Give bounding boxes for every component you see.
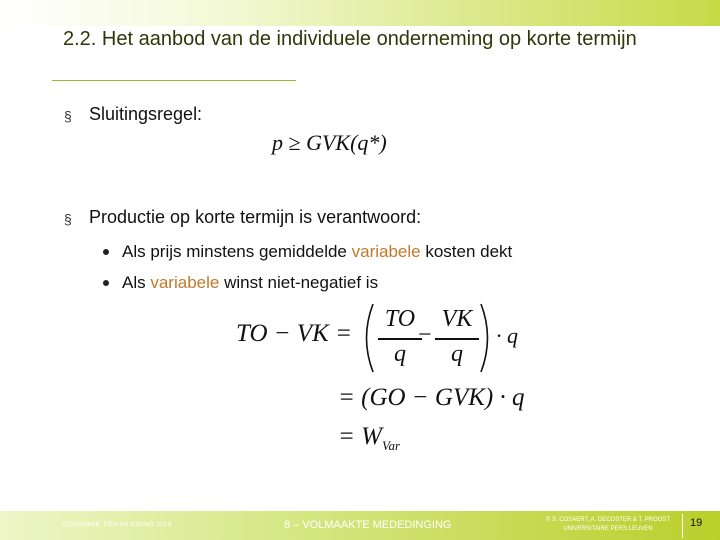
highlight-word: variabele	[351, 242, 421, 261]
frac2-num: VK	[441, 306, 473, 332]
formula-lhs: TO − VK =	[236, 320, 352, 347]
formula-arg: (q*)	[350, 130, 387, 155]
formula-line3	[338, 423, 400, 454]
sub-bullet-prijs	[122, 242, 512, 262]
bullet-marker-icon: §	[64, 108, 72, 124]
frac1-bar	[378, 338, 422, 340]
sub-bullet-dot-icon	[103, 249, 109, 255]
page-number: 19	[690, 517, 703, 529]
paren-right-icon	[478, 302, 496, 374]
frac1-den: q	[394, 341, 406, 367]
bullet-marker-icon: §	[64, 211, 72, 227]
formula-p: p	[272, 130, 283, 155]
slide-title: 2.2. Het aanbod van de individuele onderneming op korte termijn	[63, 28, 637, 50]
footer-course: ECONOMIE, EEN INLEIDING 2013	[63, 521, 172, 528]
footer-copyright-authors: © S. COSAERT, A. DECOSTER & T. PROOST	[545, 517, 671, 523]
footer-chapter: 8 – VOLMAAKTE MEDEDINGING	[284, 519, 452, 531]
bullet-sluitingsregel: Sluitingsregel:	[89, 104, 203, 124]
formula-shutdown	[272, 130, 387, 156]
formula-line3-main: = W	[338, 423, 382, 450]
sub-bullet-text: winst niet-negatief is	[219, 273, 379, 292]
sub-bullet-text: Als prijs minstens gemiddelde	[122, 242, 352, 261]
footer-band	[0, 511, 720, 540]
bullet-productie: Productie op korte termijn is verantwoord:	[89, 207, 422, 227]
frac2-den: q	[451, 341, 463, 367]
sub-bullet-dot-icon	[103, 280, 109, 286]
frac2-bar	[435, 338, 479, 340]
footer-copyright	[537, 516, 679, 534]
formula-minus: −	[418, 322, 432, 348]
formula-line2: = (GO − GVK) · q	[338, 384, 525, 411]
footer-copyright-publisher: UNIVERSITAIRE PERS LEUVEN	[563, 526, 653, 532]
formula-line3-sub: Var	[381, 438, 401, 453]
paren-left-icon	[358, 302, 376, 374]
frac1-num: TO	[384, 306, 416, 332]
highlight-word: variabele	[150, 273, 220, 292]
formula-geq: ≥	[288, 130, 301, 155]
formula-gvk: GVK	[306, 130, 351, 155]
sub-bullet-text: Als	[122, 273, 151, 292]
footer-separator	[682, 514, 683, 538]
title-underline	[52, 80, 296, 81]
header-band	[0, 0, 720, 26]
sub-bullet-winst	[122, 273, 378, 293]
formula-times-q: · q	[496, 323, 518, 348]
sub-bullet-text: kosten dekt	[420, 242, 513, 261]
